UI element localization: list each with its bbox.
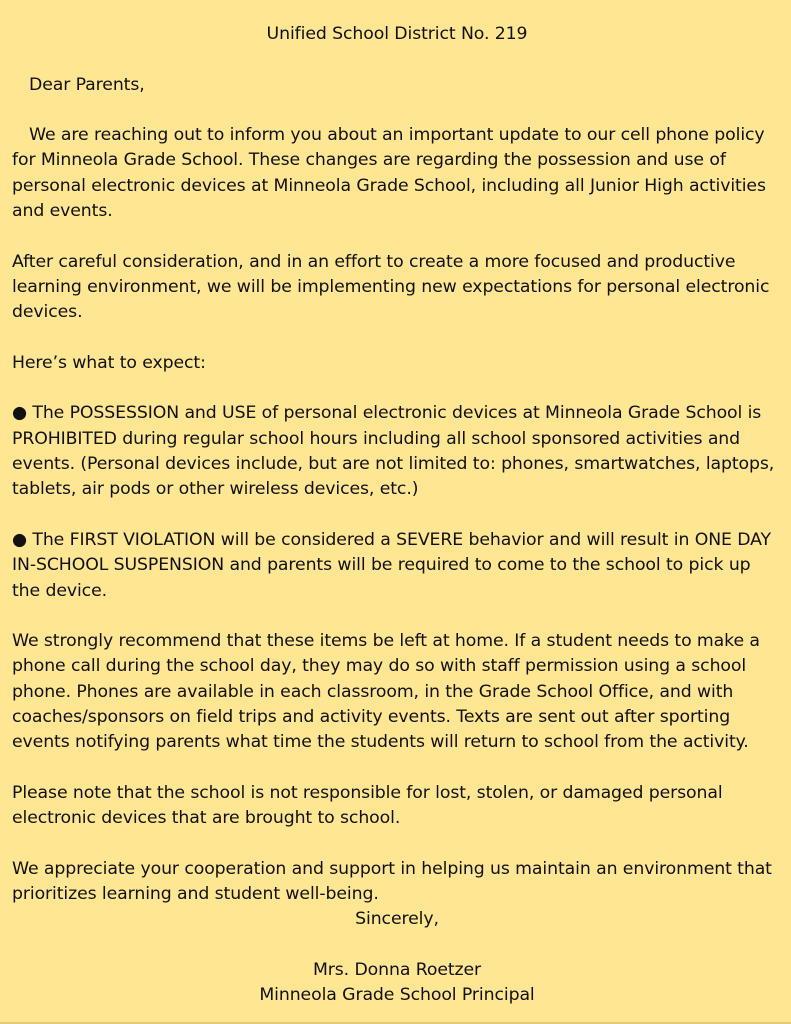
spacer: [12, 98, 782, 123]
spacer: [12, 224, 782, 249]
closing: Sincerely,: [355, 909, 439, 930]
expect-heading: Here’s what to expect:: [12, 352, 206, 373]
spacer: [12, 604, 782, 629]
spacer: [12, 933, 782, 958]
spacer: [12, 503, 782, 528]
bullet-violation: ● The FIRST VIOLATION will be considered a SEVERE behavior and will result in ONE DAY IN-SCHOOL SUSPENSION and parents will be required to come to the school to pick up the device.: [12, 529, 771, 601]
spacer: [12, 47, 782, 72]
recommendation-paragraph: We strongly recommend that these items be left at home. If a student needs to make a phone call during the school day, they may do so with staff permission using a school phone. Phones are available in each classroom, in the Grade School Office, and with coaches/sponsors on field trips and activity events. Texts are sent out after sporting events notifying parents what time the students will return to school from the activity.: [12, 631, 760, 753]
salutation: Dear Parents,: [29, 74, 145, 95]
bullet-possession: ● The POSSESSION and USE of personal electronic devices at Minneola Grade School is PROHIBITED during regular school hours including all school sponsored activities and events. (Personal devices include, but are not limited to: phones, smartwatches, laptops, tablets, air pods or other wireless devices, etc.): [12, 403, 775, 500]
spacer: [12, 376, 782, 401]
spacer: [12, 326, 782, 351]
signer-name: Mrs. Donna Roetzer: [312, 959, 482, 980]
consideration-paragraph: After careful consideration, and in an effort to create a more focused and productive learning environment, we will be implementing new expectations for personal electronic devices.: [12, 251, 770, 323]
intro-paragraph: We are reaching out to inform you about an important update to our cell phone policy for Minneola Grade School. These changes are regarding the possession and use of personal electronic devices at Minneola Grade School, including all Junior High activities and events.: [12, 125, 766, 222]
appreciation-paragraph: We appreciate your cooperation and support in helping us maintain an environment that prioritizes learning and student well-being.: [12, 858, 772, 905]
spacer: [12, 756, 782, 781]
signer-title: Minneola Grade School Principal: [259, 985, 535, 1006]
responsibility-paragraph: Please note that the school is not responsible for lost, stolen, or damaged personal electronic devices that are brought to school.: [12, 782, 723, 829]
district-heading: Unified School District No. 219: [266, 24, 528, 44]
spacer: [12, 832, 782, 857]
